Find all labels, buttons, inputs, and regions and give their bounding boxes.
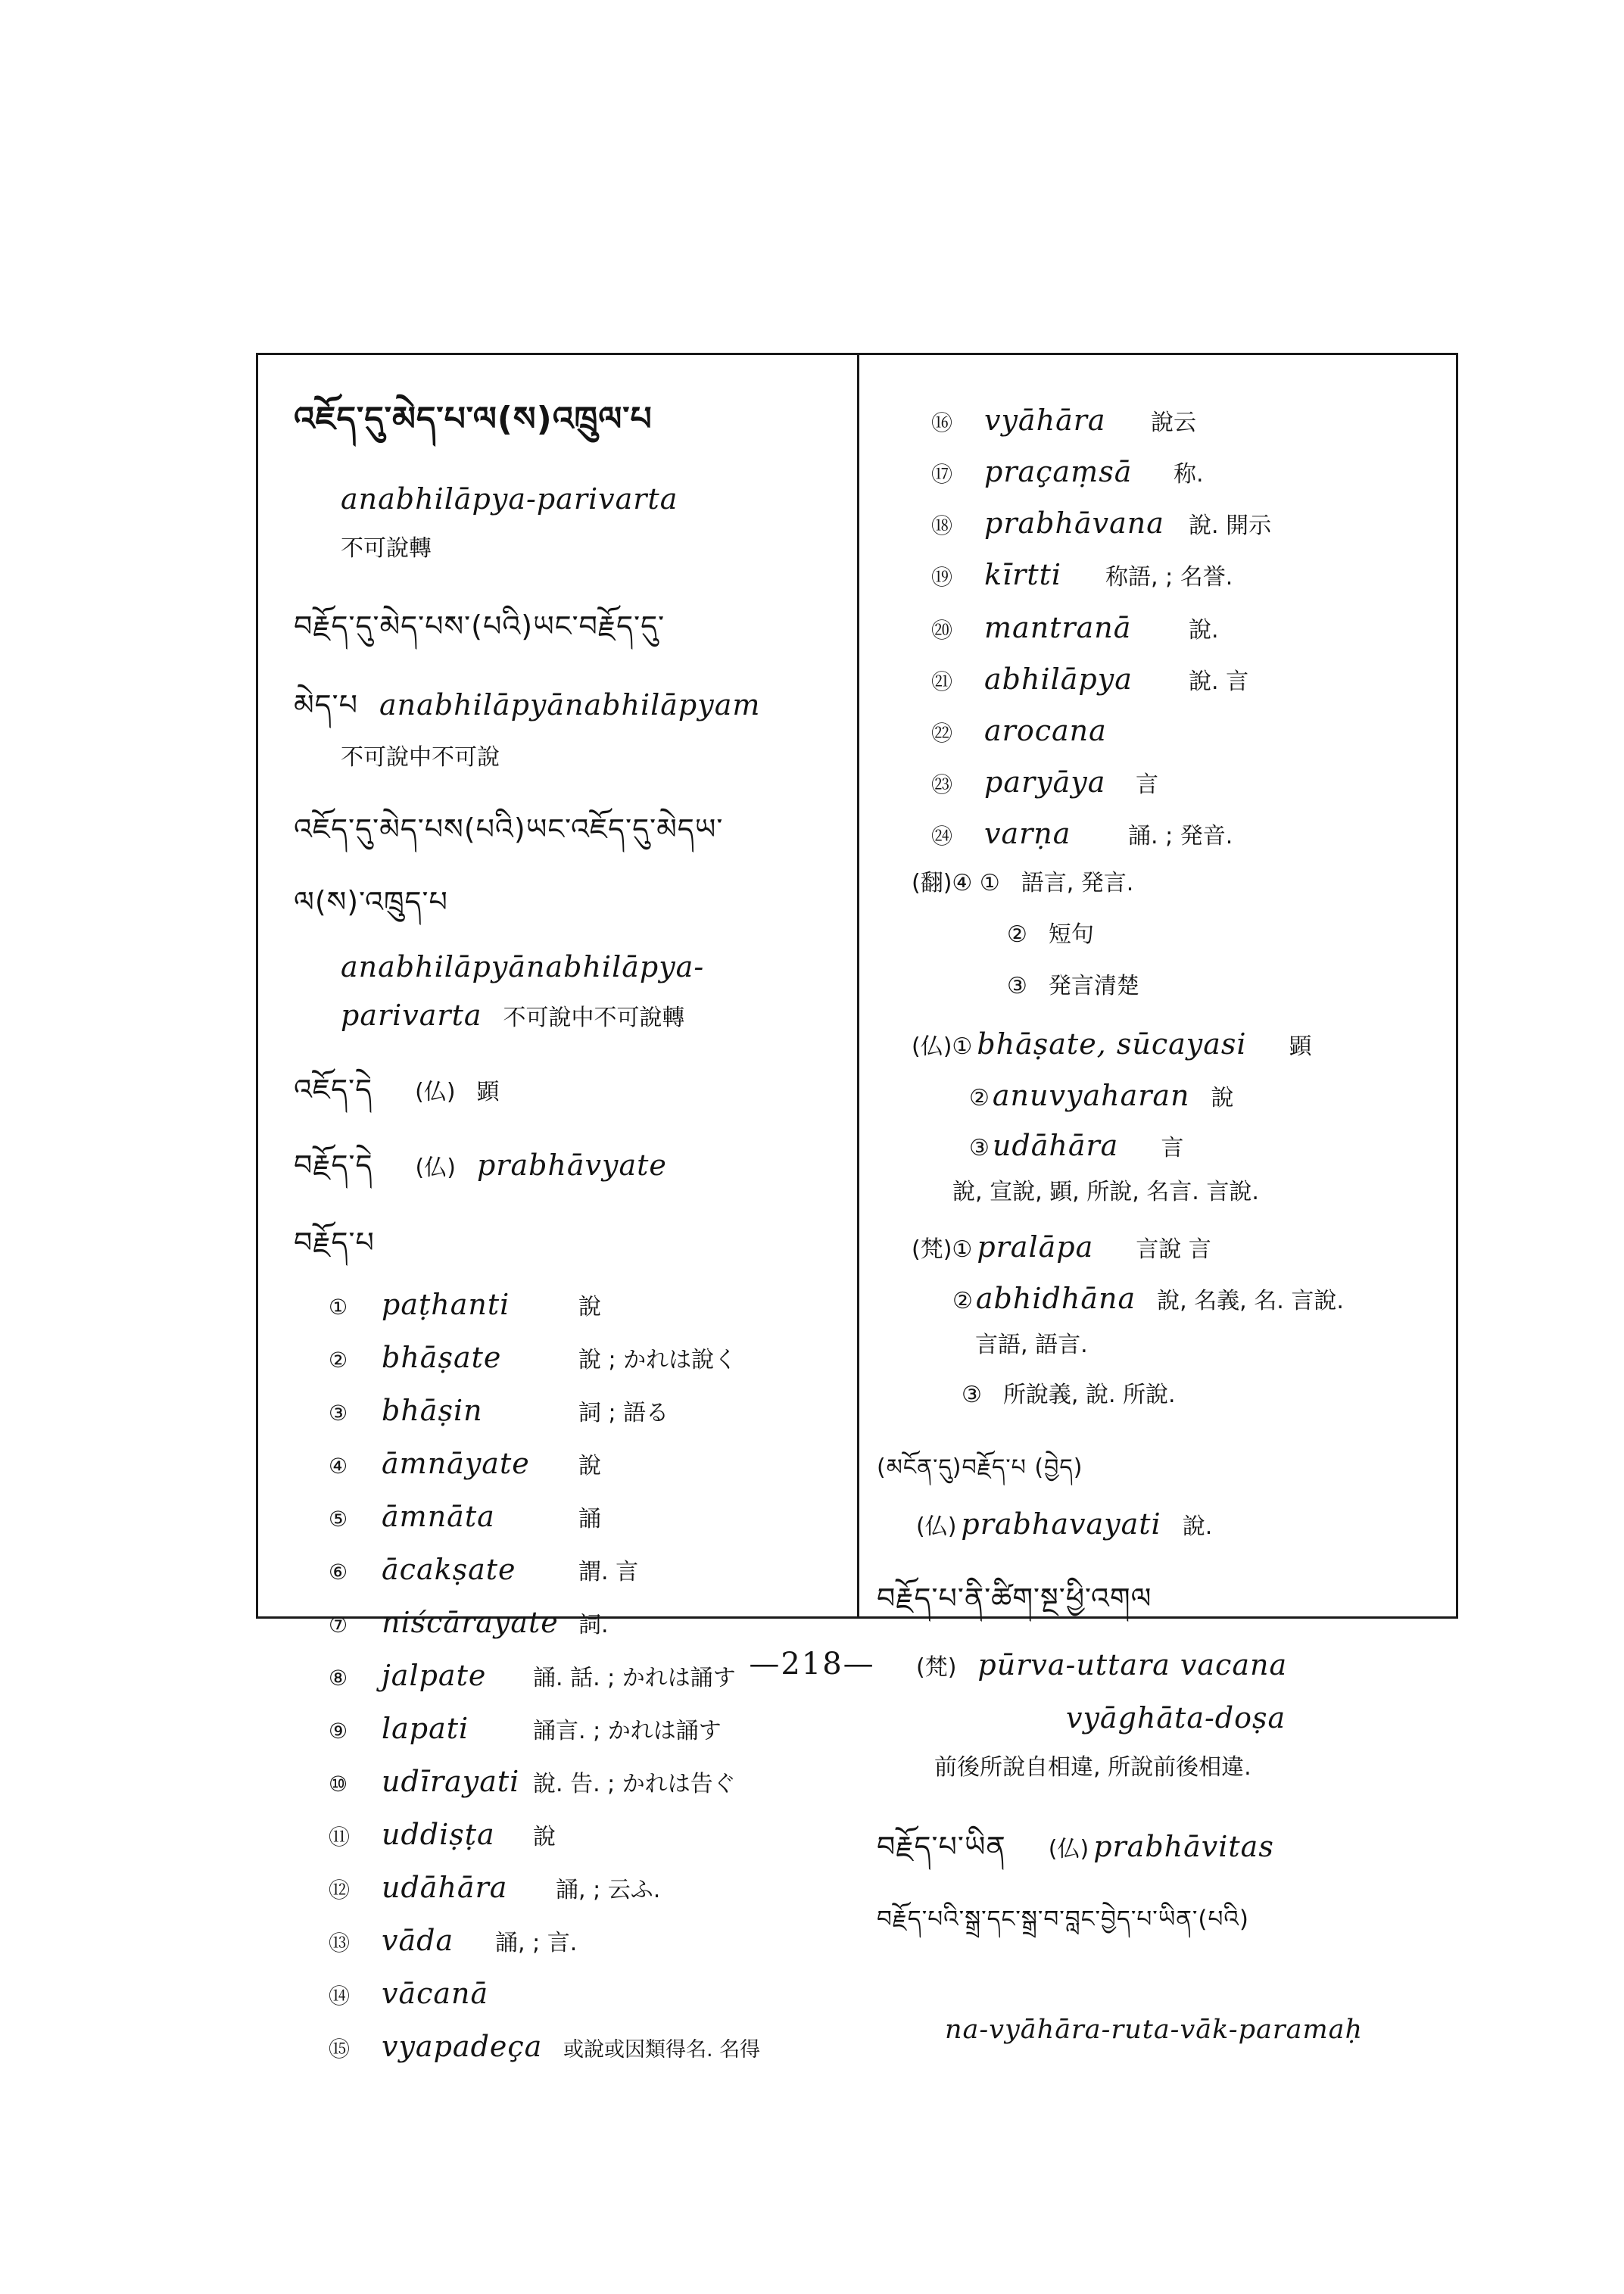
- list-item: ⑤ āmnāta 誦: [329, 1500, 601, 1533]
- entry-sanskrit: anabhilāpya-parivarta: [341, 482, 678, 516]
- list-item: ㉑ abhilāpya 說. 言: [931, 662, 1249, 696]
- entry-line: [916, 1507, 1213, 1541]
- list-item: ⑳ mantranā 說.: [931, 611, 1219, 644]
- entry-tibetan: བརྗོད་དེ: [294, 1149, 373, 1182]
- entry-sanskrit: pūrva-uttara vacana: [977, 1648, 1288, 1682]
- entry-line: ③ udāhāra 言: [969, 1129, 1184, 1162]
- entry-sanskrit: anabhilāpyānabhilāpya-: [341, 950, 705, 983]
- entry-tibetan: བརྗོད་པ: [294, 1226, 375, 1259]
- entry-tibetan: བརྗོད་པ་ཡིན: [877, 1830, 1006, 1863]
- source-tag: (仏): [1048, 1836, 1089, 1862]
- list-item: ⑥ ācakṣate 謂. 言: [329, 1553, 639, 1586]
- list-item: ⑨ lapati 誦言. ; かれは誦す: [329, 1712, 722, 1745]
- entry-line: [294, 688, 761, 722]
- entry-line: [877, 1832, 1274, 1861]
- entry-meaning: 顕: [476, 1079, 500, 1105]
- list-item: ⑯ vyāhāra 說云: [931, 404, 1196, 437]
- entry-tibetan: བརྗོད་དུ་མེད་པས་(པའི)ཡང་བརྗོད་དུ་: [294, 609, 665, 643]
- list-item: ⑱ prabhāvana 說. 開示: [931, 506, 1272, 540]
- source-tag: (仏): [415, 1155, 456, 1181]
- column-divider: [857, 353, 859, 1619]
- entry-sanskrit: prabhāvyate: [476, 1149, 667, 1182]
- entry-line: [294, 1075, 500, 1104]
- list-item: ⑰ praçaṃsā 称.: [931, 455, 1204, 488]
- entry-meaning: 說, 宣說, 顕, 所說, 名言. 言說.: [952, 1179, 1259, 1205]
- source-tag: (梵): [916, 1654, 957, 1681]
- list-item: ⑧ jalpate 誦. 話. ; かれは誦す: [329, 1659, 736, 1692]
- source-tag: (仏)①: [912, 1033, 973, 1060]
- entry-sanskrit: anabhilāpyānabhilāpyam: [379, 688, 761, 722]
- entry-tibetan: འཇོད་དུ་མེད་པ་ལ(ས)འཁྲུལ་པ: [294, 400, 653, 438]
- list-item: ⑩ udīrayati 說. 告. ; かれは告ぐ: [329, 1765, 736, 1798]
- entry-sanskrit: udāhāra: [992, 1129, 1119, 1162]
- list-item: ㉓ paryāya 言: [931, 765, 1158, 799]
- entry-meaning: 不可說中不可說: [341, 744, 500, 771]
- list-item: ③ bhāṣin 詞 ; 語る: [329, 1394, 669, 1427]
- list-item: ㉔ varṇa 誦. ; 発音.: [931, 817, 1233, 850]
- entry-line: ② abhidhāna 說, 名義, 名. 言說.: [952, 1282, 1344, 1315]
- entry-line: [294, 1151, 667, 1180]
- source-tag: (仏): [916, 1513, 957, 1540]
- entry-sanskrit: prabhavayati: [961, 1507, 1161, 1541]
- entry-sanskrit: pralāpa: [977, 1230, 1094, 1264]
- entry-meaning: 說: [1211, 1085, 1234, 1111]
- entry-line: [341, 1001, 685, 1030]
- entry-tibetan: འཇོད་དུ་མེད་པས(པའི)ཡང་འཇོད་དུ་མེདཡ་: [294, 812, 724, 846]
- entry-meaning: 不可說中不可說轉: [503, 1005, 685, 1031]
- entry-line: [912, 1230, 1211, 1264]
- list-item: ⑲ kīrtti 称語, ; 名誉.: [931, 558, 1233, 591]
- entry-tibetan: བརྗོད་པའི་སྒྲ་དང་སྒྲ་བ་བླང་བྱེད་པ་ཡིན་(པའི): [877, 1906, 1249, 1933]
- list-item: ⑬ vāda 誦, ; 言.: [329, 1924, 578, 1957]
- entry-meaning: 所說義, 說. 所說.: [1002, 1382, 1176, 1408]
- list-item: ① paṭhanti 說: [329, 1288, 601, 1321]
- entry-sanskrit: bhāṣate, sūcayasi: [977, 1027, 1247, 1061]
- list-item: ④ āmnāyate 說: [329, 1447, 601, 1480]
- list-item: ⑫ udāhāra 誦, ; 云ふ.: [329, 1871, 661, 1904]
- entry-tibetan: (མངོན་དུ)བརྗོད་པ (བྱེད): [877, 1454, 1083, 1481]
- list-item: ⑦ niścārayate 詞.: [329, 1606, 609, 1639]
- page-number: —218—: [749, 1647, 875, 1682]
- entry-meaning: 說, 名義, 名. 言說.: [1157, 1288, 1344, 1314]
- entry-sanskrit: abhidhāna: [975, 1282, 1136, 1315]
- entry-meaning: 不可說轉: [341, 535, 432, 562]
- entry-tibetan: མེད་པ: [294, 688, 359, 722]
- entry-tibetan: ལ(ས)་འཁྲུད་པ: [294, 885, 448, 918]
- list-item: ㉒ arocana: [931, 714, 1107, 747]
- entry-meaning: 言語, 語言.: [975, 1332, 1088, 1358]
- entry-line: ② anuvyaharan 說: [969, 1079, 1234, 1112]
- list-item: ⑮ vyapadeça 或說或因類得名. 名得: [329, 2030, 761, 2063]
- entry-line: [912, 872, 1133, 895]
- entry-meaning: 前後所說自相違, 所說前後相違.: [934, 1754, 1252, 1781]
- entry-line: ③ 発言清楚: [1007, 973, 1139, 999]
- entry-line: ② 短句: [1007, 921, 1094, 948]
- source-tag: (仏): [415, 1079, 456, 1105]
- list-item: ② bhāṣate 說 ; かれは說く: [329, 1341, 737, 1374]
- entry-meaning: 言: [1161, 1135, 1184, 1161]
- entry-sanskrit: anuvyaharan: [992, 1079, 1190, 1112]
- entry-sanskrit: prabhāvitas: [1093, 1830, 1274, 1863]
- source-tag: (梵)①: [912, 1236, 973, 1263]
- entry-meaning: 発言清楚: [1048, 973, 1139, 999]
- entry-tibetan: བརྗོད་པ་ནི་ཚིག་སྔ་ཕྱི་འགལ: [877, 1582, 1152, 1615]
- entry-line: [912, 1027, 1312, 1061]
- entry-tibetan: འཇོད་དེ: [294, 1073, 373, 1106]
- entry-line: ③ 所說義, 說. 所說.: [962, 1382, 1176, 1408]
- entry-meaning: 言說 言: [1136, 1236, 1211, 1263]
- entry-meaning: 顕: [1289, 1033, 1312, 1060]
- entry-sanskrit: na-vyāhāra-ruta-vāk-paramaḥ: [945, 2015, 1364, 2045]
- list-item: ⑪ uddiṣṭa 說: [329, 1818, 556, 1851]
- entry-meaning: 語言, 発言.: [1021, 870, 1134, 896]
- entry-sanskrit: vyāghāta-doṣa: [1066, 1701, 1286, 1735]
- entry-meaning: 短句: [1048, 921, 1094, 948]
- entry-meaning: 說.: [1182, 1513, 1213, 1540]
- list-item: ⑭ vācanā: [329, 1977, 489, 2010]
- source-tag: (翻)④ ①: [912, 870, 1000, 896]
- entry-sanskrit: parivarta: [341, 999, 482, 1032]
